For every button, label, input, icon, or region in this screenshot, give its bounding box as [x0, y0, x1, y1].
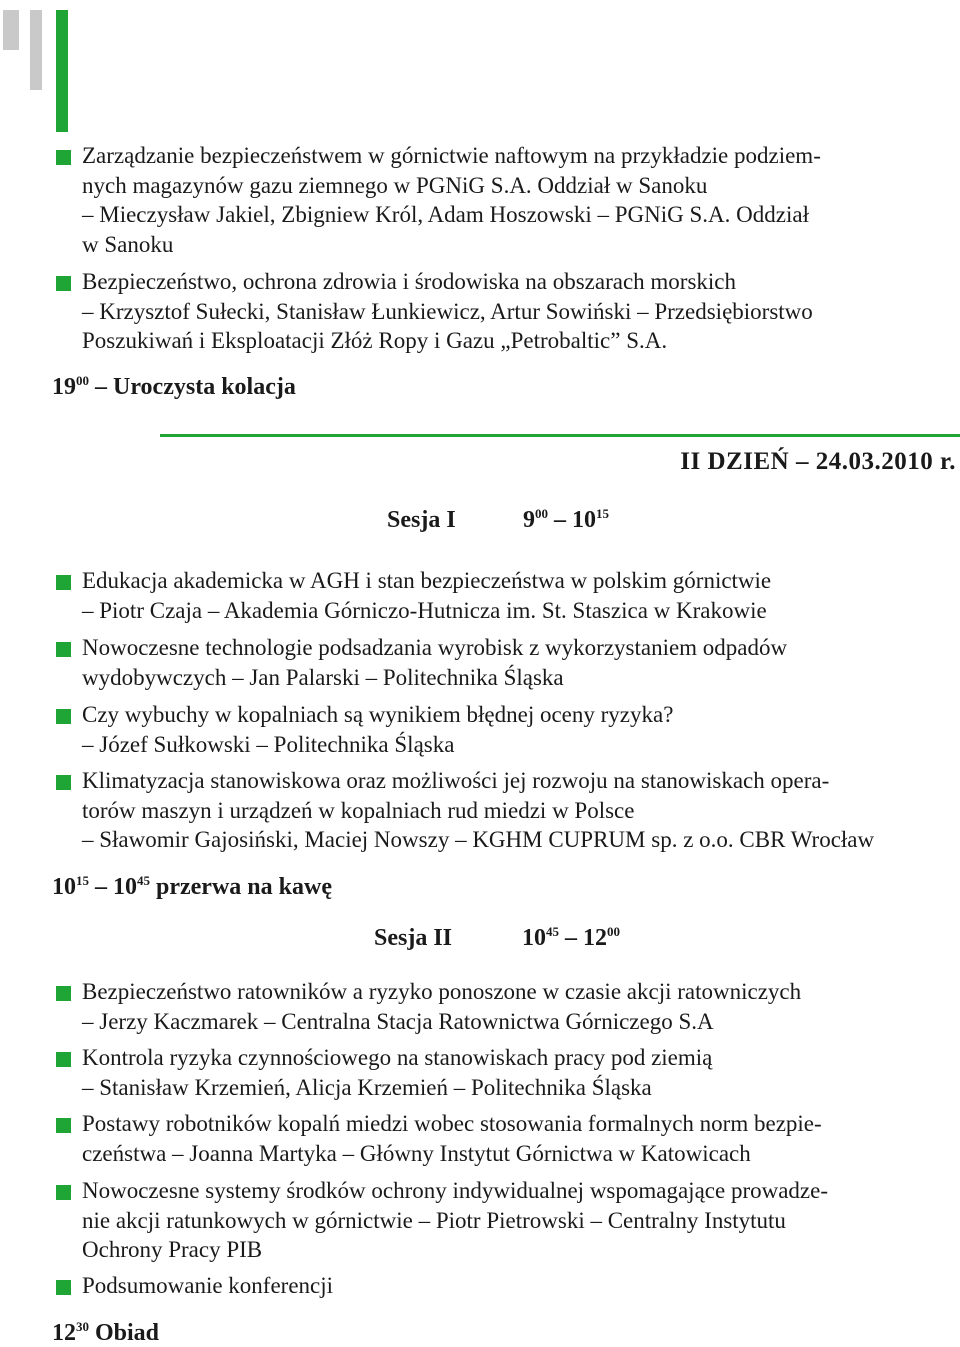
session-1-heading	[387, 507, 609, 534]
time-hour: 12	[52, 1320, 76, 1346]
item-line: – Sławomir Gajosiński, Maciej Nowszy – KGHM CUPRUM sp. z o.o. CBR Wrocław	[82, 827, 875, 852]
item-text	[82, 977, 956, 1036]
item-text	[82, 1176, 956, 1265]
list-item	[56, 1271, 956, 1301]
session-label: Sesja II	[374, 925, 453, 951]
list-item	[56, 977, 956, 1036]
item-line: w Sanoku	[82, 231, 174, 257]
green-square-bullet-icon	[56, 575, 71, 590]
item-line: – Stanisław Krzemień, Alicja Krzemień – Politechnika Śląska	[82, 1074, 652, 1100]
time-hour: 9	[523, 507, 535, 533]
list-item	[56, 141, 956, 259]
list-item	[56, 1043, 956, 1102]
green-square-bullet-icon	[56, 1280, 71, 1295]
time-minutes: 00	[535, 506, 548, 521]
green-square-bullet-icon	[56, 775, 71, 790]
decor-bar-green	[56, 10, 68, 132]
item-text	[82, 633, 956, 692]
time-minutes: 45	[546, 924, 559, 939]
item-line: Postawy robotników kopalń miedzi wobec stosowania formalnych norm bezpie-	[82, 1111, 822, 1136]
coffee-break-time	[52, 874, 332, 901]
time-minutes: 00	[607, 924, 620, 939]
coffee-break-label: przerwa na kawę	[156, 874, 332, 900]
item-text	[82, 1109, 956, 1168]
item-line: Podsumowanie konferencji	[82, 1273, 334, 1298]
item-line: Klimatyzacja stanowiskowa oraz możliwości jej rozwoju na stanowiskach opera-	[82, 768, 830, 793]
item-line: Edukacja akademicka w AGH i stan bezpieczeństwa w polskim górnictwie	[82, 568, 772, 593]
section-divider	[160, 434, 960, 437]
green-square-bullet-icon	[56, 642, 71, 657]
list-item	[56, 766, 956, 855]
item-line: Ochrony Pracy PIB	[82, 1237, 263, 1262]
time-minutes: 15	[76, 873, 89, 888]
time-hour: 10	[52, 874, 76, 900]
item-line: nie akcji ratunkowych w górnictwie – Piotr Pietrowski – Centralny Instytutu	[82, 1207, 786, 1233]
time-minutes: 30	[76, 1319, 89, 1334]
time-minutes: 45	[137, 873, 150, 888]
session-2-heading	[374, 925, 620, 952]
item-line: – Krzysztof Sułecki, Stanisław Łunkiewicz, Artur Sowiński – Przedsiębiorstwo	[82, 298, 813, 324]
item-line: Poszukiwań i Eksploatacji Złóż Ropy i Gazu „Petrobaltic” S.A.	[82, 328, 668, 353]
item-line: – Jerzy Kaczmarek – Centralna Stacja Ratownictwa Górniczego S.A	[82, 1008, 714, 1034]
decor-bar-gray-long	[30, 10, 42, 90]
time-hour: 10	[572, 507, 596, 533]
time-minutes: 15	[596, 506, 609, 521]
green-square-bullet-icon	[56, 1185, 71, 1200]
time-hour: 10	[522, 925, 546, 951]
green-square-bullet-icon	[56, 276, 71, 291]
item-line: Nowoczesne systemy środków ochrony indywidualnej wspomagające prowadze-	[82, 1178, 829, 1203]
time-minutes: 00	[76, 373, 89, 388]
lunch-time	[52, 1320, 159, 1347]
time-dash: –	[565, 925, 577, 951]
dinner-label: – Uroczysta kolacja	[95, 374, 296, 400]
item-line: – Piotr Czaja – Akademia Górniczo-Hutnicza im. St. Staszica w Krakowie	[82, 597, 767, 623]
time-hour: 10	[113, 874, 137, 900]
lunch-label: Obiad	[95, 1320, 160, 1346]
item-text	[82, 700, 956, 759]
green-square-bullet-icon	[56, 1118, 71, 1133]
time-hour: 19	[52, 374, 76, 400]
time-dash: –	[554, 507, 566, 533]
item-line: torów maszyn i urządzeń w kopalniach rud miedzi w Polsce	[82, 797, 635, 823]
item-text	[82, 1043, 956, 1102]
dinner-time	[52, 374, 296, 401]
list-item	[56, 1176, 956, 1265]
item-line: Zarządzanie bezpieczeństwem w górnictwie naftowym na przykładzie podziem-	[82, 143, 821, 168]
item-line: Nowoczesne technologie podsadzania wyrobisk z wykorzystaniem odpadów	[82, 635, 788, 660]
time-hour: 12	[583, 925, 607, 951]
decor-bar-gray-short	[3, 10, 19, 50]
time-dash: –	[95, 874, 107, 900]
list-item	[56, 633, 956, 692]
session-label: Sesja I	[387, 507, 456, 533]
item-text	[82, 1271, 956, 1301]
green-square-bullet-icon	[56, 1052, 71, 1067]
item-line: Czy wybuchy w kopalniach są wynikiem błędnej oceny ryzyka?	[82, 702, 674, 727]
green-square-bullet-icon	[56, 709, 71, 724]
green-square-bullet-icon	[56, 150, 71, 165]
item-text	[82, 566, 956, 625]
item-line: Bezpieczeństwo, ochrona zdrowia i środowiska na obszarach morskich	[82, 269, 736, 294]
green-square-bullet-icon	[56, 986, 71, 1001]
list-item	[56, 566, 956, 625]
item-line: nych magazynów gazu ziemnego w PGNiG S.A. Oddział w Sanoku	[82, 172, 708, 198]
item-line: czeństwa – Joanna Martyka – Główny Instytut Górnictwa w Katowicach	[82, 1140, 751, 1166]
day-heading: II DZIEŃ – 24.03.2010 r.	[680, 448, 956, 475]
item-text	[82, 267, 956, 356]
item-text	[82, 141, 956, 259]
item-line: – Mieczysław Jakiel, Zbigniew Król, Adam Hoszowski – PGNiG S.A. Oddział	[82, 202, 809, 227]
item-line: – Józef Sułkowski – Politechnika Śląska	[82, 731, 455, 757]
item-line: Kontrola ryzyka czynnościowego na stanowiskach pracy pod ziemią	[82, 1045, 713, 1070]
item-text	[82, 766, 956, 855]
item-line: Bezpieczeństwo ratowników a ryzyko ponoszone w czasie akcji ratowniczych	[82, 979, 802, 1004]
list-item	[56, 1109, 956, 1168]
item-line: wydobywczych – Jan Palarski – Politechnika Śląska	[82, 664, 564, 690]
list-item	[56, 700, 956, 759]
list-item	[56, 267, 956, 356]
